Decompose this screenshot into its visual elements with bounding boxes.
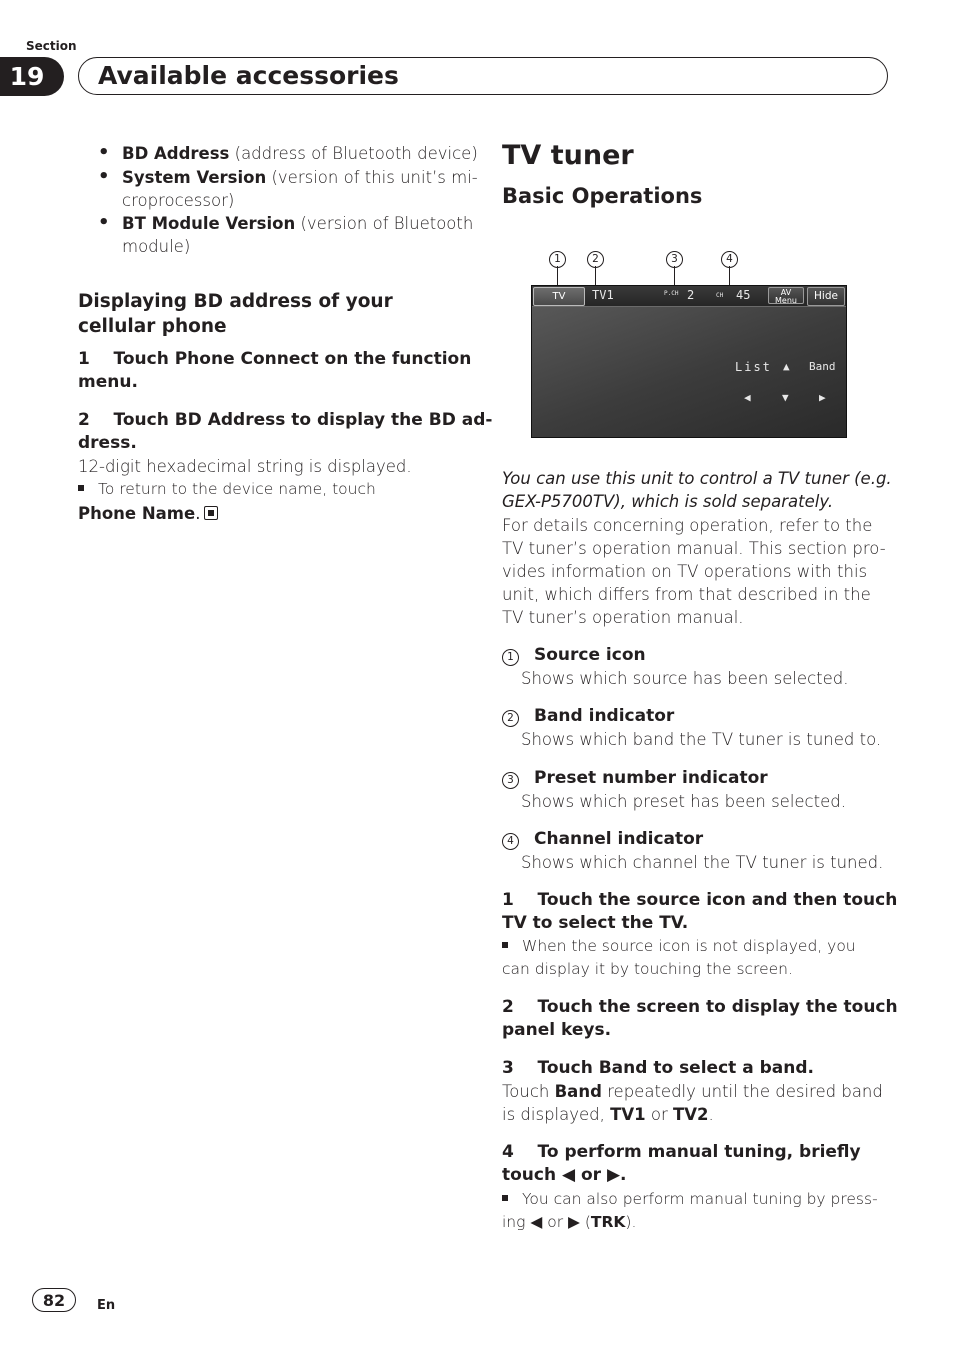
av-menu-label: Menu	[775, 296, 797, 305]
note-term: Phone Name	[78, 504, 196, 523]
bullet-desc-cont: croprocessor)	[122, 191, 235, 210]
item-number: 4	[502, 833, 519, 850]
av-menu-label: AV	[780, 288, 792, 297]
callout-number: 3	[666, 251, 683, 268]
item-title: Channel indicator	[534, 829, 704, 849]
source-icon: TV	[533, 287, 585, 306]
step-line: 1 Touch Phone Connect on the function	[78, 349, 472, 369]
bullet-dot: •	[98, 166, 110, 187]
step-line: touch ◀ or ▶.	[502, 1165, 627, 1185]
intro-line: You can use this unit to control a TV tuner (e.g.	[502, 469, 892, 488]
intro-line: For details concerning operation, refer to the	[502, 516, 873, 535]
list-item	[98, 142, 478, 165]
intro-paragraph	[502, 514, 902, 629]
bullet-term: System Version	[122, 168, 267, 187]
section-label: Section	[26, 39, 77, 53]
intro-italic	[502, 467, 902, 513]
section-number-badge: 19	[0, 57, 64, 96]
step-line: 2 Touch the screen to display the touch	[502, 997, 898, 1017]
step-line: panel keys.	[502, 1020, 612, 1040]
item-desc: Shows which source has been selected.	[521, 669, 849, 688]
note-square-icon	[502, 1195, 508, 1201]
note-text: can display it by touching the screen.	[502, 960, 793, 978]
bullet-dot: •	[98, 212, 110, 233]
tv-step-1	[502, 889, 902, 935]
list-item	[98, 212, 478, 258]
note-text: ing ◀ or ▶ (	[502, 1213, 591, 1231]
note-text: To return to the device name, touch	[98, 480, 376, 498]
bullet-desc: (version of this unit’s mi-	[266, 168, 478, 187]
text-bold: TV1	[610, 1105, 646, 1124]
intro-line: TV tuner’s operation manual. This section pro-	[502, 539, 886, 558]
step-2-note	[78, 478, 478, 501]
band-indicator: TV1	[592, 288, 614, 302]
step-line: 3 Touch Band to select a band.	[502, 1058, 814, 1078]
intro-line: GEX-P5700TV), which is sold separately.	[502, 492, 834, 511]
subsection-heading	[78, 289, 478, 339]
step-2-description: 12-digit hexadecimal string is displayed.	[78, 457, 412, 476]
intro-line: TV tuner’s operation manual.	[502, 608, 744, 627]
hide-button[interactable]: Hide	[807, 287, 845, 306]
down-button[interactable]: ▼	[782, 391, 789, 404]
step-2-note-term	[78, 502, 218, 525]
note-text: You can also perform manual tuning by press-	[522, 1190, 878, 1208]
text-bold: Band	[554, 1082, 602, 1101]
tv-step-3-desc	[502, 1080, 902, 1126]
legend-item-1	[502, 644, 902, 690]
channel-indicator: 45	[736, 288, 751, 302]
bullet-term: BD Address	[122, 144, 230, 163]
tv-screen-illustration	[531, 285, 847, 438]
tv-step-3	[502, 1057, 902, 1080]
tv-step-4	[502, 1141, 902, 1187]
end-mark-icon	[204, 506, 218, 520]
note-square-icon	[502, 942, 508, 948]
left-button[interactable]: ◀	[744, 391, 751, 404]
step-line: 1 Touch the source icon and then touch	[502, 890, 898, 910]
callout-3	[666, 247, 683, 268]
channel-label: CH	[716, 292, 724, 299]
step-line: menu.	[78, 372, 138, 392]
bullet-desc: (address of Bluetooth device)	[229, 144, 478, 163]
av-menu-button[interactable]	[768, 287, 804, 304]
band-button[interactable]: Band	[809, 360, 836, 373]
text: .	[708, 1105, 714, 1124]
legend-item-2	[502, 705, 902, 751]
legend-item-3	[502, 767, 902, 813]
callout-1	[549, 247, 566, 268]
note-end: .	[195, 504, 201, 523]
up-button[interactable]: ▲	[783, 360, 790, 373]
callout-number: 1	[549, 251, 566, 268]
list-button[interactable]: List	[735, 360, 772, 374]
intro-line: vides information on TV operations with this	[502, 562, 868, 581]
bullet-term: BT Module Version	[122, 214, 296, 233]
note-square-icon	[78, 485, 84, 491]
callout-4	[721, 247, 738, 268]
step-2	[78, 409, 493, 455]
page-number: 82	[32, 1288, 76, 1312]
step-line: 2 Touch BD Address to display the BD ad-	[78, 410, 493, 430]
item-number: 3	[502, 772, 519, 789]
text: is displayed,	[502, 1105, 611, 1124]
step-1	[78, 348, 478, 394]
note-text: ).	[625, 1213, 637, 1231]
list-item	[98, 166, 478, 212]
heading-line: cellular phone	[78, 316, 227, 337]
tv-step-4-note	[502, 1188, 902, 1234]
item-desc: Shows which preset has been selected.	[521, 792, 846, 811]
language-label: En	[97, 1298, 116, 1313]
text-bold: TV2	[673, 1105, 709, 1124]
item-number: 1	[502, 649, 519, 666]
item-title: Band indicator	[534, 706, 675, 726]
note-text-bold: TRK	[590, 1213, 626, 1231]
item-number: 2	[502, 710, 519, 727]
item-desc: Shows which band the TV tuner is tuned to.	[521, 730, 882, 749]
preset-number-indicator: 2	[687, 288, 695, 302]
legend-item-4	[502, 828, 902, 874]
text: or	[645, 1105, 674, 1124]
callout-2	[587, 247, 604, 268]
item-title: Preset number indicator	[534, 768, 768, 788]
callout-number: 2	[587, 251, 604, 268]
tv-step-2	[502, 996, 902, 1042]
tv-step-1-note	[502, 935, 902, 981]
step-line: 4 To perform manual tuning, briefly	[502, 1142, 861, 1162]
text: Touch	[502, 1082, 555, 1101]
page-title: Available accessories	[98, 61, 399, 90]
callout-number: 4	[721, 251, 738, 268]
preset-label: P.CH	[664, 290, 679, 297]
right-button[interactable]: ▶	[819, 391, 826, 404]
intro-line: unit, which differs from that described in the	[502, 585, 871, 604]
text: repeatedly until the desired band	[601, 1082, 883, 1101]
item-title: Source icon	[534, 645, 646, 665]
item-desc: Shows which channel the TV tuner is tuned.	[521, 853, 884, 872]
info-bullet-list	[98, 142, 478, 258]
step-line: dress.	[78, 433, 137, 453]
section-subtitle: Basic Operations	[502, 184, 703, 208]
note-text: When the source icon is not displayed, you	[522, 937, 856, 955]
bullet-desc: (version of Bluetooth	[295, 214, 474, 233]
heading-line: Displaying BD address of your	[78, 291, 393, 312]
bullet-dot: •	[98, 142, 110, 163]
section-title: TV tuner	[502, 140, 634, 171]
step-line: TV to select the TV.	[502, 913, 689, 933]
bullet-desc-cont: module)	[122, 237, 191, 256]
